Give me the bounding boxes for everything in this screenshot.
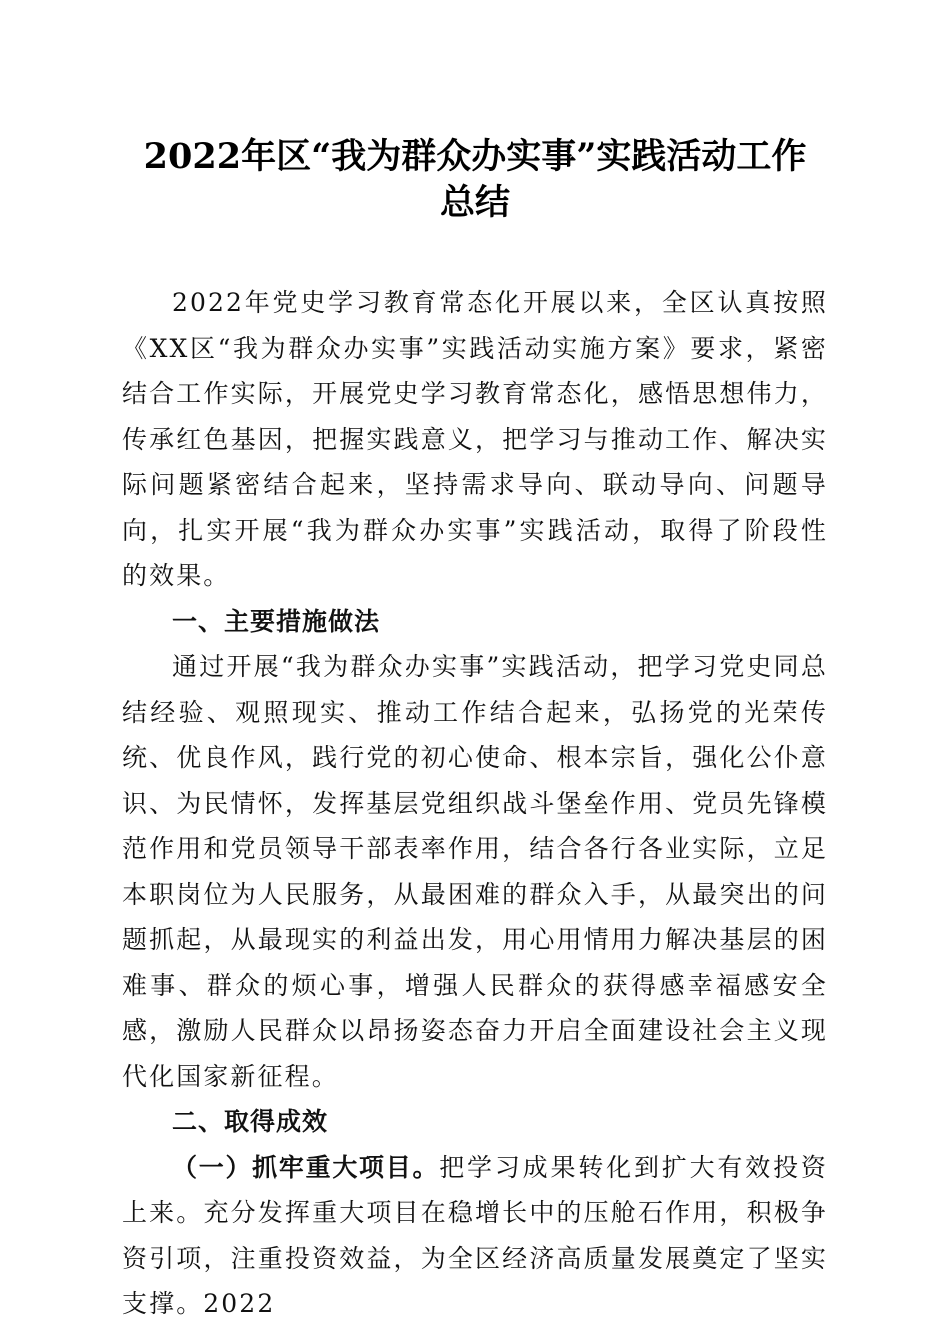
section-2-item-1-paragraph (122, 1145, 828, 1327)
section-1-paragraph: 通过开展“我为群众办实事”实践活动，把学习党史同总结经验、观照现实、推动工作结合起来，弘扬党的光荣传统、优良作风，践行党的初心使命、根本宗旨，强化公仆意识、为民情怀，发挥基层党组织战斗堡垒作用、党员先锋模范作用和党员领导干部表率作用，结合各行各业实际，立足本职岗位为人民服务，从最困难的群众入手，从最突出的问题抓起，从最现实的利益出发，用心用情用力解决基层的困难事、群众的烦心事，增强人民群众的获得感幸福感安全感，激励人民群众以昂扬姿态奋力开启全面建设社会主义现代化国家新征程。 (122, 652, 828, 1091)
section-2-item-1-body: 把学习成果转化到扩大有效投资上来。充分发挥重大项目在稳增长中的压舱石作用，积极争资引项，注重投资效益，为全区经济高质量发展奠定了坚实支撑。2022 (122, 1152, 828, 1318)
section-1-heading: 一、主要措施做法 (172, 606, 381, 636)
title-line-2: 总结 (439, 182, 510, 223)
document-body (122, 280, 828, 1327)
title-line-1: 2022年区“我为群众办实事”实践活动工作 (143, 136, 807, 177)
intro-paragraph: 2022年党史学习教育常态化开展以来，全区认真按照《XX区“我为群众办实事”实践活动实施方案》要求，紧密结合工作实际，开展党史学习教育常态化，感悟思想伟力，传承红色基因，把握实践意义，把学习与推动工作、解决实际问题紧密结合起来，坚持需求导向、联动导向、问题导向，扎实开展“我为群众办实事”实践活动，取得了阶段性的效果。 (122, 288, 828, 590)
section-2-item-1-lead: （一）抓牢重大项目。 (172, 1152, 440, 1182)
document-title (100, 134, 850, 226)
section-2-heading: 二、取得成效 (172, 1107, 329, 1136)
